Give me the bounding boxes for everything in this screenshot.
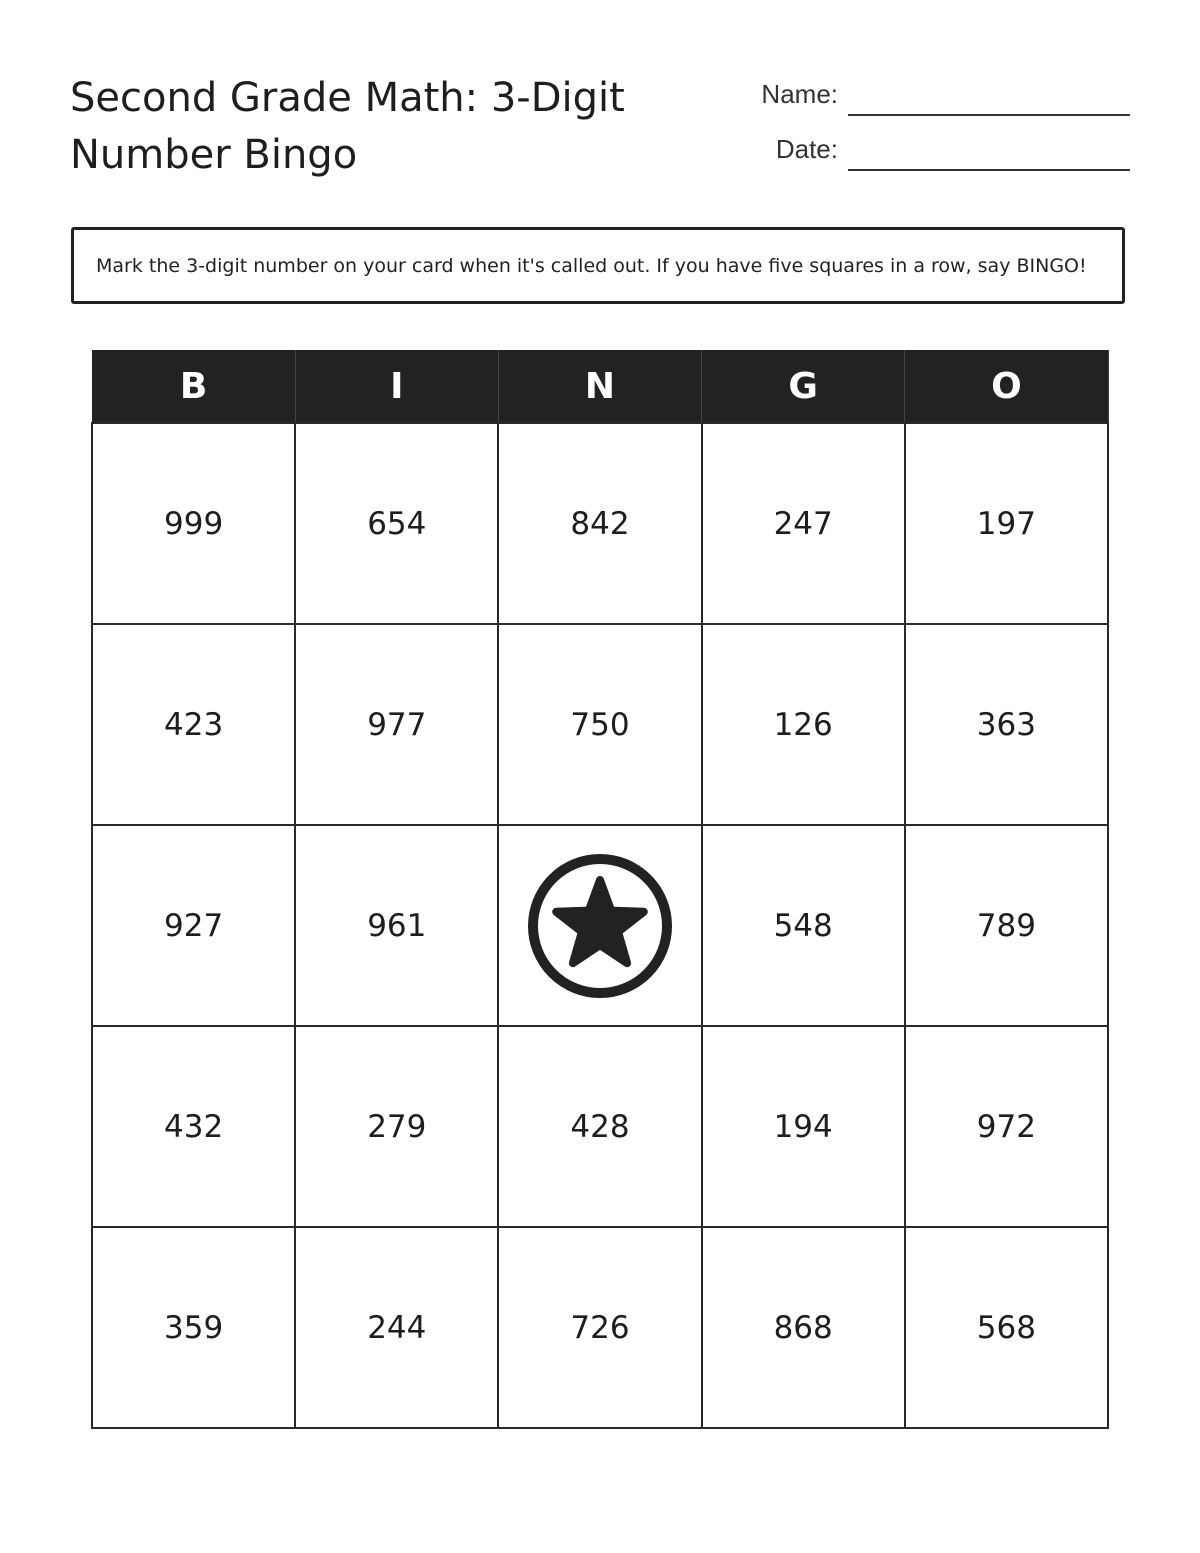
column-header-b: B — [92, 351, 295, 424]
bingo-row — [92, 1227, 1108, 1428]
bingo-cell: 359 — [92, 1227, 295, 1428]
bingo-cell: 972 — [905, 1026, 1108, 1227]
name-field — [740, 76, 1130, 116]
date-label: Date: — [775, 134, 838, 164]
star-icon — [526, 852, 674, 1000]
bingo-cell: 927 — [92, 825, 295, 1026]
bingo-cell: 789 — [905, 825, 1108, 1026]
bingo-row — [92, 423, 1108, 624]
free-space — [498, 825, 701, 1026]
bingo-cell: 428 — [498, 1026, 701, 1227]
bingo-card — [91, 350, 1109, 1429]
bingo-cell: 244 — [295, 1227, 498, 1428]
page-title: Second Grade Math: 3-Digit Number Bingo — [70, 75, 625, 178]
column-header-i: I — [295, 351, 498, 424]
column-header-o: O — [905, 351, 1108, 424]
bingo-cell: 423 — [92, 624, 295, 825]
instructions-box — [71, 227, 1125, 304]
bingo-cell: 548 — [702, 825, 905, 1026]
name-line — [848, 114, 1130, 116]
name-label: Name: — [761, 79, 838, 109]
bingo-cell: 868 — [702, 1227, 905, 1428]
bingo-cell: 126 — [702, 624, 905, 825]
bingo-cell: 279 — [295, 1026, 498, 1227]
column-header-n: N — [498, 351, 701, 424]
bingo-cell: 568 — [905, 1227, 1108, 1428]
bingo-cell: 842 — [498, 423, 701, 624]
bingo-header-row — [92, 351, 1108, 424]
bingo-cell: 654 — [295, 423, 498, 624]
date-line — [848, 169, 1130, 171]
bingo-cell: 432 — [92, 1026, 295, 1227]
bingo-cell: 999 — [92, 423, 295, 624]
bingo-cell: 961 — [295, 825, 498, 1026]
bingo-cell: 726 — [498, 1227, 701, 1428]
bingo-cell: 363 — [905, 624, 1108, 825]
instructions-text: Mark the 3-digit number on your card when it's called out. If you have five squares in a row, say BINGO! — [96, 254, 1087, 277]
bingo-cell: 197 — [905, 423, 1108, 624]
date-field — [740, 131, 1130, 171]
column-header-g: G — [702, 351, 905, 424]
bingo-cell: 750 — [498, 624, 701, 825]
bingo-row — [92, 624, 1108, 825]
bingo-row — [92, 825, 1108, 1026]
bingo-cell: 194 — [702, 1026, 905, 1227]
bingo-cell: 977 — [295, 624, 498, 825]
bingo-row — [92, 1026, 1108, 1227]
bingo-cell: 247 — [702, 423, 905, 624]
